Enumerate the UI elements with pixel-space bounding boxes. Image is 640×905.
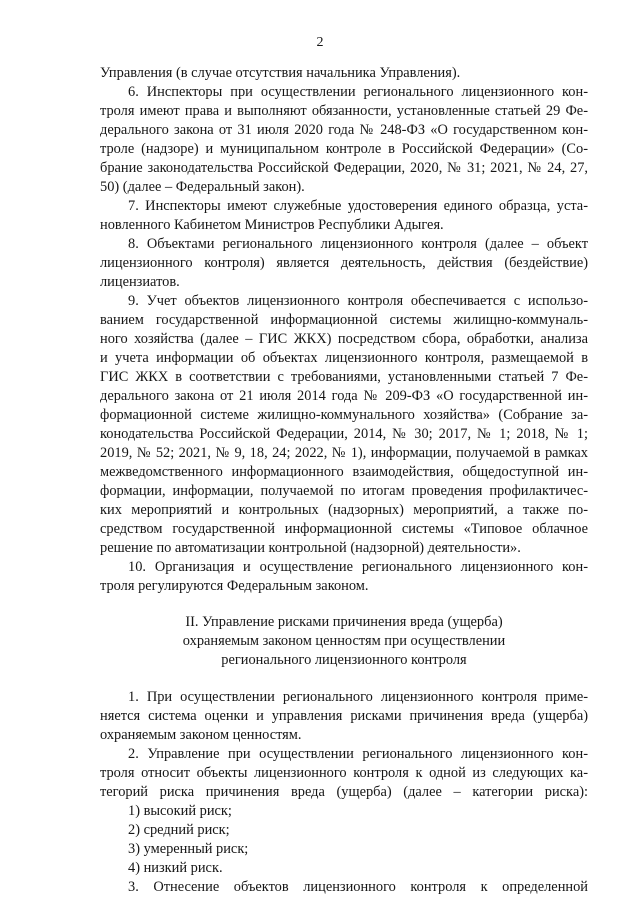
text-line: дерального закона от 21 июля 2014 года № 209-ФЗ «О государственной ин- [100,388,588,404]
text-line: Управления (в случае отсутствия начальника Управления). [100,65,461,81]
list-item: 2) средний риск; [128,822,230,838]
text-line: лицензиатов. [100,274,180,290]
text-line: ГИС ЖКХ в соответствии с требованиями, установленными статьей 7 Фе- [100,369,588,385]
text-line: формации, информации, получаемой по итогам проведения профилактичес- [100,483,588,499]
text-line: брание законодательства Российской Федерации, 2020, № 31; 2021, № 24, 27, [100,160,588,176]
text-line: средством государственной информационной системы «Типовое облачное [100,521,588,537]
text-line: 6. Инспекторы при осуществлении регионального лицензионного кон- [128,84,588,100]
text-line: ного хозяйства (далее – ГИС ЖКХ) посредством сбора, обработки, анализа [100,331,588,347]
text-line: 1. При осуществлении регионального лицензионного контроля приме- [128,689,588,705]
section-heading-line: II. Управление рисками причинения вреда (ущерба) [185,614,503,630]
text-line: дерального закона от 31 июля 2020 года № 248-ФЗ «О государственном кон- [100,122,588,138]
text-line: 10. Организация и осуществление регионального лицензионного кон- [128,559,588,575]
text-line: 7. Инспекторы имеют служебные удостоверения единого образца, уста- [128,198,588,214]
text-line: межведомственного информационного взаимодействия, общедоступной ин- [100,464,588,480]
text-line: формационной системе жилищно-коммунального хозяйства» (Собрание за- [100,407,588,423]
text-line: троля имеют права и выполняют обязанности, установленные статьей 29 Фе- [100,103,588,119]
text-line: охраняемым законом ценностям. [100,727,302,743]
text-line: лицензионного контроля) является деятельность, действия (бездействие) [100,255,588,271]
text-line: няется система оценки и управления рисками причинения вреда (ущерба) [100,708,588,724]
section-heading-line: охраняемым законом ценностям при осуществлении [182,633,506,649]
text-line: 50) (далее – Федеральный закон). [100,179,305,195]
text-line: троля относит объекты лицензионного контроля к одной из следующих ка- [100,765,588,781]
text-line: тегорий риска причинения вреда (ущерба) (далее – категории риска): [100,784,588,800]
list-item: 1) высокий риск; [128,803,232,819]
text-line: решение по автоматизации контрольной (надзорной) деятельности». [100,540,521,556]
text-line: 8. Объектами регионального лицензионного контроля (далее – объект [128,236,588,252]
text-line: троля регулируются Федеральным законом. [100,578,369,594]
text-line: конодательства Российской Федерации, 2014, № 30; 2017, № 1; 2018, № 1; [100,426,588,442]
document-body [100,64,588,897]
text-line: 2. Управление при осуществлении регионального лицензионного кон- [128,746,588,762]
text-line: ванием государственной информационной системы жилищно-коммуналь- [100,312,588,328]
text-line: 9. Учет объектов лицензионного контроля обеспечивается с использо- [128,293,588,309]
list-item: 4) низкий риск. [128,860,223,876]
text-line: 3. Отнесение объектов лицензионного контроля к определенной [128,879,588,895]
text-line: троле (надзоре) и муниципальном контроле в Российской Федерации» (Со- [100,141,588,157]
text-line: ких мероприятий и контрольных (надзорных) мероприятий, а также по- [100,502,588,518]
text-line: новленного Кабинетом Министров Республики Адыгея. [100,217,444,233]
page-number: 2 [316,35,324,50]
text-line: и учета информации об объектах лицензионного контроля, размещаемой в [100,350,588,366]
section-heading-line: регионального лицензионного контроля [221,652,467,668]
list-item: 3) умеренный риск; [128,841,249,857]
text-line: 2019, № 52; 2021, № 9, 18, 24; 2022, № 1), информации, получаемой в рамках [100,445,588,461]
